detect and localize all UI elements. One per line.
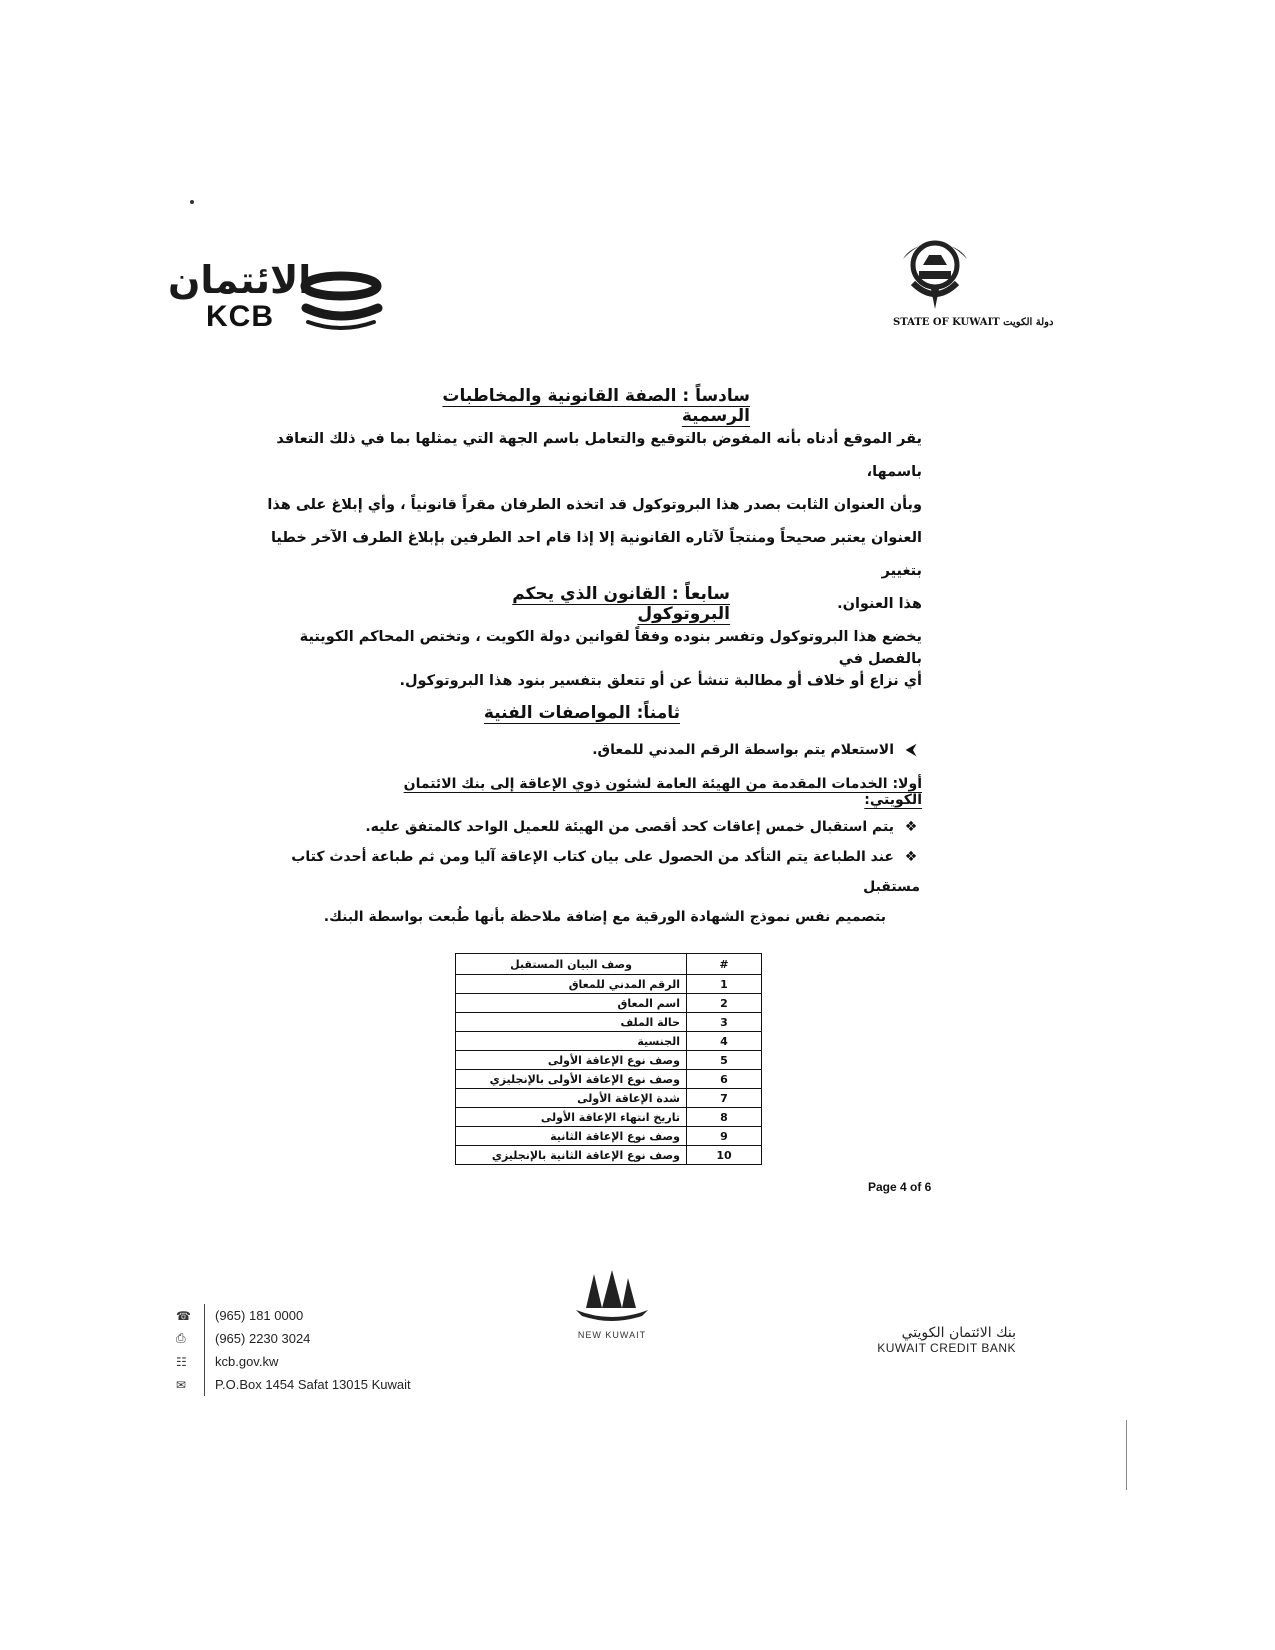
diamond-bullet-icon: ❖ xyxy=(904,849,918,865)
footer-contact xyxy=(176,1304,411,1396)
list-item: ❖عند الطباعة يتم التأكد من الحصول على بيان كتاب الإعاقة آليا ومن ثم طباعة أحدث كتاب مستقبل xyxy=(250,842,920,902)
bank-name-arabic: بنك الائتمان الكويتي xyxy=(901,1325,1016,1341)
first-subheading: أولا: الخدمات المقدمة من الهيئة العامة لشئون ذوي الإعاقة إلى بنك الائتمان الكويتي: xyxy=(403,776,922,808)
state-label: STATE OF KUWAIT دولة الكويت xyxy=(893,317,1054,328)
text-line: أي نزاع أو خلاف أو مطالبة تنشأ عن أو تتعلق بتفسير بنود هذا البروتوكول. xyxy=(399,673,922,689)
table-row: 3 حالة الملف xyxy=(456,1013,762,1032)
dhow-boat-icon xyxy=(572,1268,652,1324)
bullet-text: الاستعلام يتم بواسطة الرقم المدني للمعاق. xyxy=(592,742,894,758)
arrow-bullet-icon: ⮜ xyxy=(906,742,916,758)
new-kuwait-text: NEW KUWAIT xyxy=(577,1330,647,1340)
section-7-body xyxy=(250,626,922,692)
table-row: 8 تاريخ انتهاء الإعاقة الأولى xyxy=(456,1108,762,1127)
divider xyxy=(204,1304,205,1327)
section-7-heading: سابعاً : القانون الذي يحكم البروتوكول xyxy=(512,584,730,624)
fax-icon: ⎙ xyxy=(176,1331,186,1345)
text-line: يخضع هذا البروتوكول وتفسر بنوده وفقاً لقوانين دولة الكويت ، وتختص المحاكم الكويتية بالفصل في xyxy=(299,629,922,667)
table-row: 4 الجنسية xyxy=(456,1032,762,1051)
kcb-coin-icon xyxy=(296,268,391,330)
divider xyxy=(204,1327,205,1350)
table-row: 10 وصف نوع الإعاقة الثانية بالإنجليزي xyxy=(456,1146,762,1165)
table-header-desc: وصف البيان المستقبل xyxy=(456,954,687,975)
table-row: 7 شدة الإعاقة الأولى xyxy=(456,1089,762,1108)
table-row: 6 وصف نوع الإعاقة الأولى بالإنجليزي xyxy=(456,1070,762,1089)
divider xyxy=(204,1350,205,1373)
bank-name-footer xyxy=(856,1325,1016,1355)
kcb-logo xyxy=(168,258,393,338)
scan-edge-line xyxy=(1126,1420,1127,1490)
kuwait-emblem-icon xyxy=(895,225,975,311)
kcb-logo-arabic: الائتمان xyxy=(168,258,312,302)
table-row: 1 الرقم المدني للمعاق xyxy=(456,975,762,994)
section-8-bullet xyxy=(500,735,920,765)
phone-icon: ☎ xyxy=(176,1308,191,1323)
web-icon: ☷ xyxy=(176,1354,187,1369)
list-item: ❖يتم استقبال خمس إعاقات كحد أقصى من الهيئة للعميل الواحد كالمتفق عليه. xyxy=(250,812,920,842)
table-row: 2 اسم المعاق xyxy=(456,994,762,1013)
contact-phone: ☎ (965) 181 0000 xyxy=(176,1304,411,1327)
mail-icon: ✉ xyxy=(176,1377,187,1392)
contact-fax: ⎙ (965) 2230 3024 xyxy=(176,1327,411,1350)
section-6-heading: سادساً : الصفة القانونية والمخاطبات الرسمية xyxy=(442,386,750,426)
table-header-num: # xyxy=(687,954,762,975)
text-line: وبأن العنوان الثابت بصدر هذا البروتوكول قد اتخذه الطرفان مقراً قانونياً ، وأي إبلاغ على هذا xyxy=(267,497,922,513)
scan-speck xyxy=(190,200,194,204)
text-line: العنوان يعتبر صحيحاً ومنتجاً لآثاره القانونية إلا إذا قام احد الطرفين بإبلاغ الطرف الآخر خطيا بتغيير xyxy=(270,530,922,579)
contact-web: ☷ kcb.gov.kw xyxy=(176,1350,411,1373)
kcb-logo-english: KCB xyxy=(206,300,274,333)
section-8-heading: ثامناً: المواصفات الفنية xyxy=(483,703,680,723)
divider xyxy=(204,1373,205,1396)
fields-table xyxy=(455,953,762,1165)
text-line: يقر الموقع أدناه بأنه المفوض بالتوقيع والتعامل باسم الجهة التي يمثلها بما في ذلك التعاقد باسمها، xyxy=(276,431,922,480)
contact-po: ✉ P.O.Box 1454 Safat 13015 Kuwait xyxy=(176,1373,411,1396)
table-row: 5 وصف نوع الإعاقة الأولى xyxy=(456,1051,762,1070)
page-number: Page 4 of 6 xyxy=(868,1180,932,1194)
text-line: هذا العنوان. xyxy=(837,596,922,612)
list-item: بتصميم نفس نموذج الشهادة الورقية مع إضافة ملاحظة بأنها طُبعت بواسطة البنك. xyxy=(323,909,886,925)
table-row: 9 وصف نوع الإعاقة الثانية xyxy=(456,1127,762,1146)
bank-name-english: KUWAIT CREDIT BANK xyxy=(877,1341,1016,1355)
new-kuwait-logo xyxy=(562,1268,662,1340)
table-header-row xyxy=(456,954,762,975)
diamond-bullet-icon: ❖ xyxy=(904,819,918,835)
bullet-list xyxy=(250,812,920,932)
state-emblem xyxy=(893,225,1054,335)
